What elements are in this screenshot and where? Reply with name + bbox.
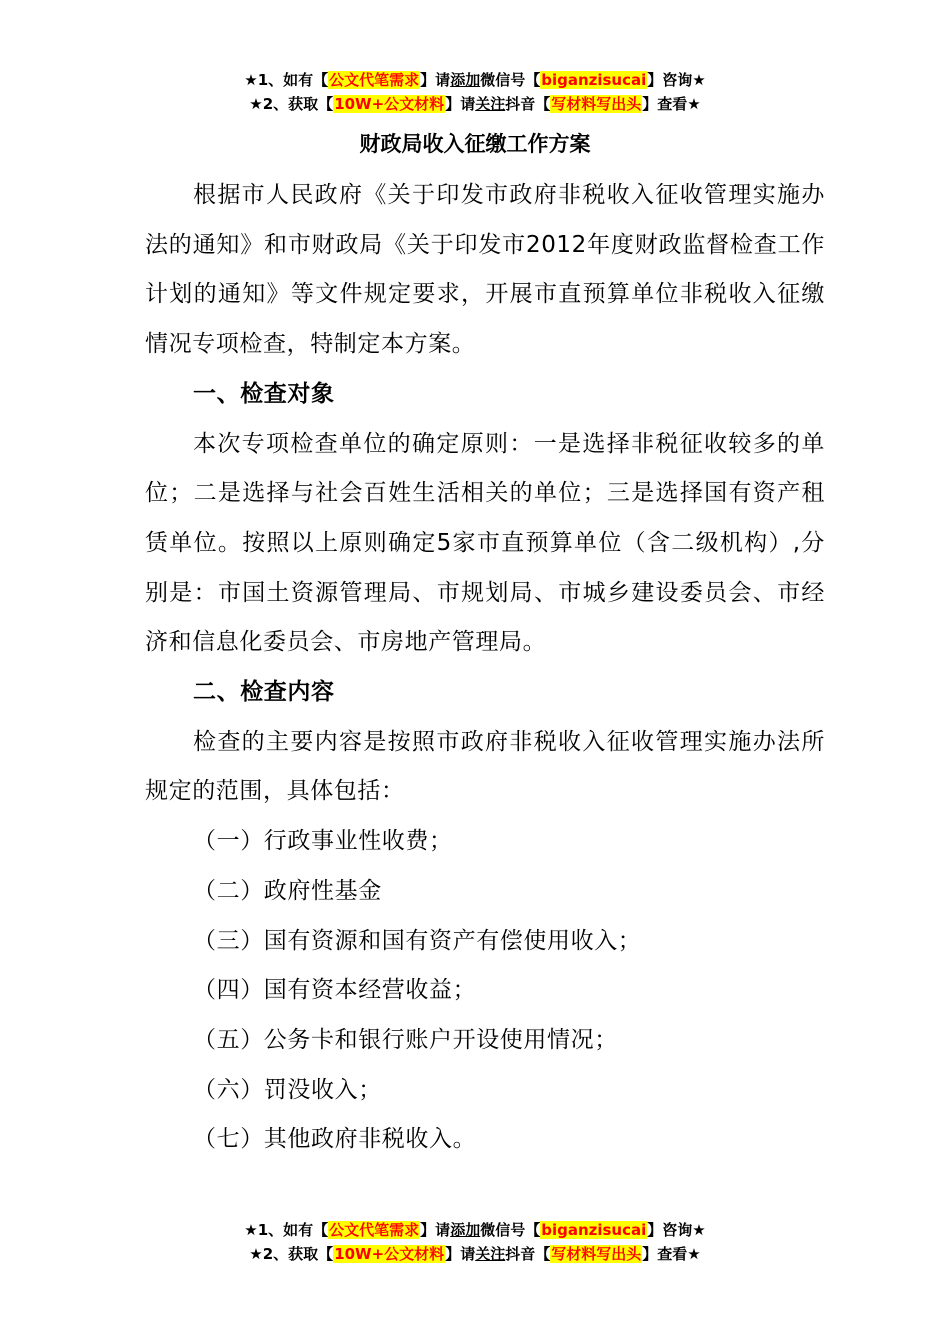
- promo-underlined-text: 添加: [450, 1221, 481, 1239]
- promo-highlight: 10W+公文材料: [334, 95, 445, 113]
- list-item: （四）国有资本经营收益；: [193, 977, 477, 1004]
- promo-highlight: 写材料写出头: [551, 95, 642, 113]
- promo-highlight: 10W+公文材料: [334, 1245, 445, 1263]
- section-paragraph: 检查的主要内容是按照市政府非税收入征收管理实施办法所规定的范围，具体包括：: [145, 728, 825, 805]
- promo-text: 】请: [420, 71, 451, 89]
- section-heading: 一、检查对象: [193, 380, 335, 407]
- promo-text: 】请: [445, 95, 476, 113]
- promo-text: 】查看★: [642, 1245, 701, 1263]
- list-item: （六）罚没收入；: [193, 1076, 382, 1103]
- promo-highlight: 公文代笔需求: [329, 71, 420, 89]
- document-body: [145, 171, 825, 1165]
- promo-highlight: 写材料写出头: [551, 1245, 642, 1263]
- promo-text: ★1、如有【: [244, 71, 329, 89]
- list-item: （三）国有资源和国有资产有偿使用收入；: [193, 927, 642, 954]
- promo-text: ★1、如有【: [244, 1221, 329, 1239]
- promo-text: ★2、获取【: [249, 1245, 334, 1263]
- list-item: （五）公务卡和银行账户开设使用情况；: [193, 1026, 618, 1053]
- list-item: （一）行政事业性收费；: [193, 828, 453, 855]
- list-item: （二）政府性基金: [193, 877, 382, 904]
- section-paragraph: 本次专项检查单位的确定原则：一是选择非税征收较多的单位；二是选择与社会百姓生活相关的单位；三是选择国有资产租赁单位。按照以上原则确定5家市直预算单位（含二级机构）,分别是：市国土资源管理局、市规划局、市城乡建设委员会、市经济和信息化委员会、市房地产管理局。: [145, 430, 825, 656]
- promo-highlight: biganzisucai: [541, 1221, 647, 1239]
- section-heading: 二、检查内容: [193, 679, 335, 706]
- promo-underlined-text: 添加: [450, 71, 481, 89]
- promo-text: 抖音【: [505, 1245, 551, 1263]
- promo-banner-top: [0, 68, 950, 116]
- promo-text: 】请: [420, 1221, 451, 1239]
- promo-underlined-text: 关注: [475, 95, 506, 113]
- promo-banner-bottom: [0, 1218, 950, 1266]
- promo-line-1: [0, 1218, 950, 1242]
- promo-line-2: [0, 1242, 950, 1266]
- promo-text: 】咨询★: [647, 71, 706, 89]
- promo-highlight: 公文代笔需求: [329, 1221, 420, 1239]
- promo-text: 微信号【: [480, 1221, 541, 1239]
- promo-underlined-text: 关注: [475, 1245, 506, 1263]
- promo-text: ★2、获取【: [249, 95, 334, 113]
- promo-text: 抖音【: [505, 95, 551, 113]
- promo-text: 微信号【: [480, 71, 541, 89]
- document-title: 财政局收入征缴工作方案: [359, 132, 591, 156]
- promo-text: 】查看★: [642, 95, 701, 113]
- promo-line-2: [0, 92, 950, 116]
- promo-highlight: biganzisucai: [541, 71, 647, 89]
- promo-text: 】咨询★: [647, 1221, 706, 1239]
- promo-line-1: [0, 68, 950, 92]
- list-item: （七）其他政府非税收入。: [193, 1126, 477, 1153]
- intro-paragraph: 根据市人民政府《关于印发市政府非税收入征收管理实施办法的通知》和市财政局《关于印发市2012年度财政监督检查工作计划的通知》等文件规定要求，开展市直预算单位非税收入征缴情况专项检查，特制定本方案。: [145, 182, 825, 358]
- promo-text: 】请: [445, 1245, 476, 1263]
